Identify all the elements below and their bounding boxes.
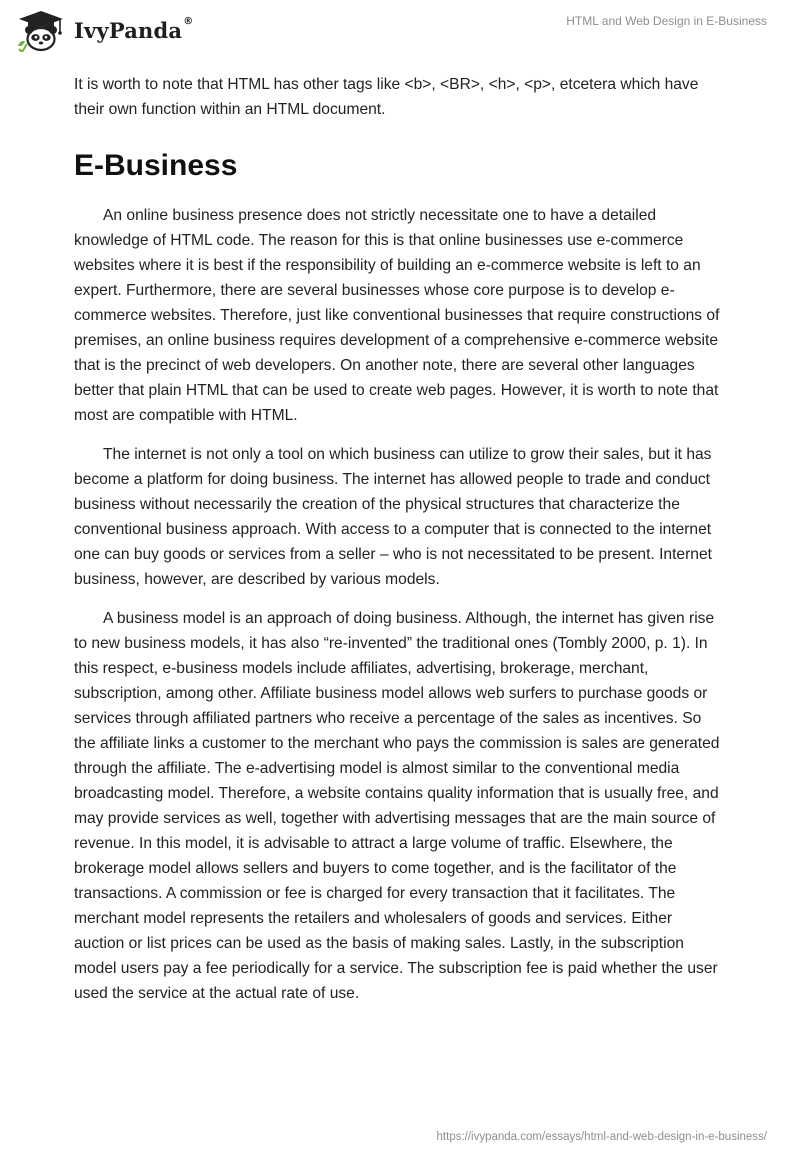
page-header	[0, 0, 800, 60]
section-heading: E-Business	[74, 149, 238, 182]
panda-graduation-cap-icon	[16, 8, 66, 52]
document-title: HTML and Web Design in E-Business	[566, 14, 767, 28]
essay-content	[74, 72, 726, 1020]
brand-logo[interactable]	[16, 8, 193, 52]
body-paragraph-3: A business model is an approach of doing business. Although, the internet has given rise to new business models, it has also “re-invented” the traditional ones (Tombly 2000, p. 1). In this respect, e-business models include affiliates, advertising, brokerage, merchant, subscription, among other. Affiliate business model allows web surfers to purchase goods or services through affiliated partners who receive a percentage of the sales as incentives. So the affiliate links a customer to the merchant who pays the commission is sales are generated through the affiliate. The e-advertising model is almost similar to the conventional media broadcasting model. Therefore, a website contains quality information that is usually free, and may provide services as well, together with advertising messages that are the main source of revenue. In this model, it is advisable to attract a large volume of traffic. Elsewhere, the brokerage model allows sellers and buyers to come together, and is the facilitator of the transactions. A commission or fee is charged for every transaction that it facilitates. The merchant model represents the retailers and wholesalers of goods and services. Either auction or list prices can be used as the basis of making sales. Lastly, in the subscription model users pay a fee periodically for a service. The subscription fee is paid whether the user used the service at the actual rate of use.	[74, 610, 720, 1002]
source-url[interactable]: https://ivypanda.com/essays/html-and-web-design-in-e-business/	[436, 1131, 767, 1143]
brand-name	[74, 15, 194, 43]
body-paragraph-2: The internet is not only a tool on which business can utilize to grow their sales, but it has become a platform for doing business. The internet has allowed people to trade and conduct business without necessarily the creation of the physical structures that characterize the conventional business approach. With access to a computer that is connected to the internet one can buy goods or services from a seller – who is not necessitated to be present. Internet business, however, are described by various models.	[74, 446, 712, 588]
brand-name-text: IvyPanda	[74, 17, 183, 43]
body-paragraph-1: An online business presence does not strictly necessitate one to have a detailed knowledge of HTML code. The reason for this is that online businesses use e-commerce websites where it is best if the responsibility of building an e-commerce website is left to an expert. Furthermore, there are several businesses whose core purpose is to develop e-commerce websites. Therefore, just like conventional businesses that require constructions of premises, an online business requires development of a comprehensive e-commerce website that is the precinct of web developers. On another note, there are several other languages better that plain HTML that can be used to create web pages. However, it is worth to note that most are compatible with HTML.	[74, 207, 720, 424]
registered-mark: ®	[183, 15, 194, 27]
intro-paragraph: It is worth to note that HTML has other tags like <b>, <BR>, <h>, <p>, etcetera which have their own function within an HTML document.	[74, 76, 699, 118]
